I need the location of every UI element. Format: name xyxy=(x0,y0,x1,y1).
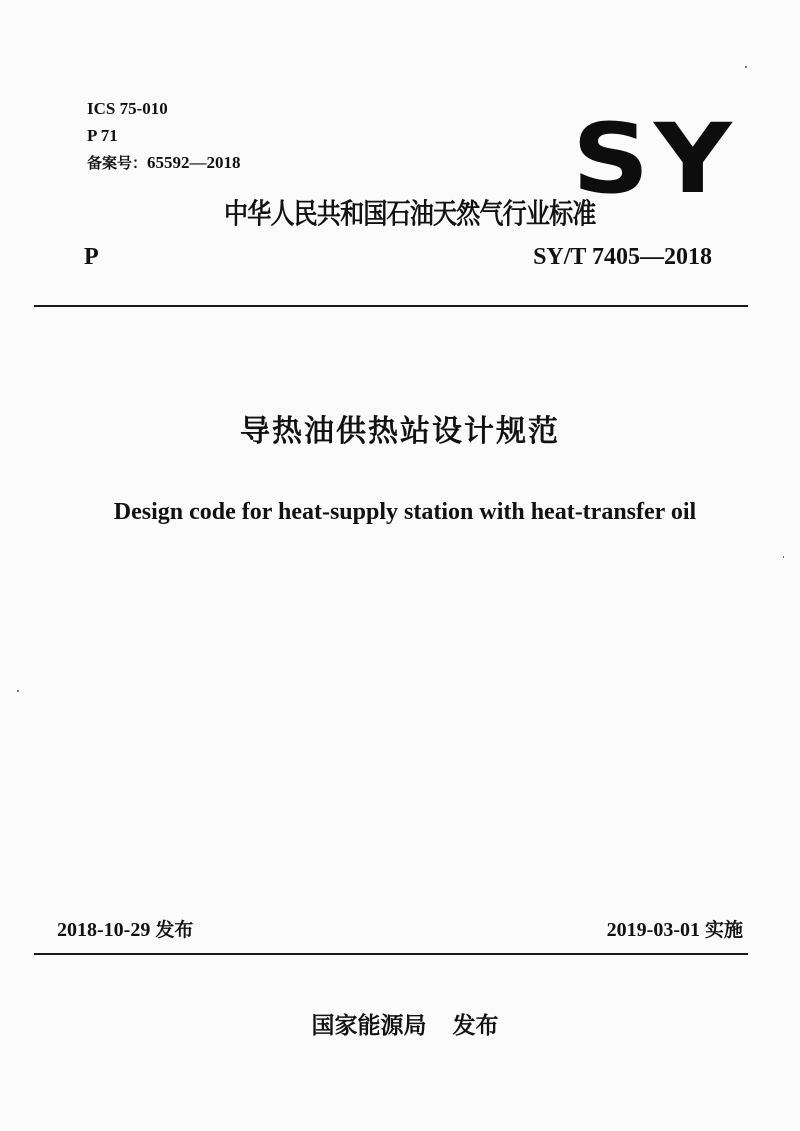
publisher xyxy=(0,1008,800,1044)
issue-date-value: 2018-10-29 xyxy=(57,919,151,941)
issue-date xyxy=(57,916,193,944)
standard-number: SY/T 7405—2018 xyxy=(533,244,712,270)
publisher-name: 国家能源局 xyxy=(311,1013,427,1039)
scan-speck xyxy=(745,66,747,68)
ccs-code: P 71 xyxy=(87,126,118,145)
sy-logo: SY xyxy=(572,103,737,215)
publisher-label: 发布 xyxy=(452,1013,499,1039)
bottom-divider xyxy=(34,953,748,955)
implementation-date-value: 2019-03-01 xyxy=(606,919,700,941)
record-number-label: 备案号： xyxy=(87,154,148,172)
implementation-date-label: 实施 xyxy=(704,919,743,941)
industry-standard-title: 中华人民共和国石油天然气行业标准 xyxy=(224,197,596,230)
issue-date-label: 发布 xyxy=(155,919,194,941)
record-number-value: 65592—2018 xyxy=(147,153,241,172)
scan-speck xyxy=(783,556,784,558)
chinese-title: 导热油供热站设计规范 xyxy=(240,414,560,449)
ics-code: ICS 75-010 xyxy=(87,99,168,118)
english-title: Design code for heat-supply station with heat-transfer oil xyxy=(113,499,697,525)
implementation-date xyxy=(607,916,743,944)
scan-speck xyxy=(17,690,19,692)
standard-category: P xyxy=(84,244,99,270)
record-number xyxy=(87,153,241,173)
top-divider xyxy=(34,305,748,307)
